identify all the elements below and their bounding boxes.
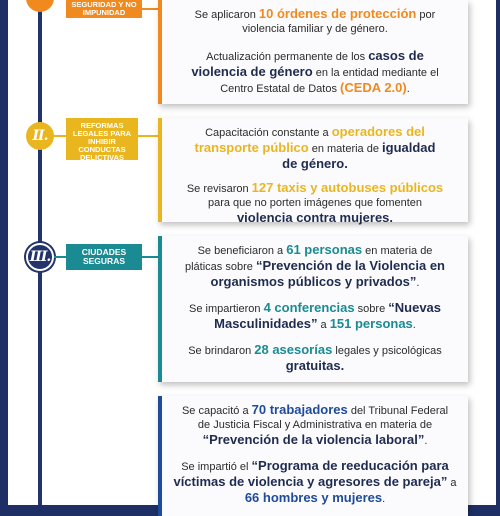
section-3-card — [158, 236, 468, 382]
section-1-paragraph-2: Actualización permanente de los casos de violencia de género en la entidad mediante el Centro Estatal de Datos (CEDA 2.0). — [191, 48, 439, 95]
section-3-paragraph-2: Se impartieron 4 conferencias sobre “Nuevas Masculinidades” a 151 personas. — [188, 300, 442, 331]
section-2-card — [158, 118, 468, 225]
section-3-paragraph-3: Se brindaron 28 asesorías legales y psicológicas gratuitas. — [188, 342, 442, 373]
section-3-tag: CIUDADES SEGURAS — [66, 244, 142, 270]
section-2-paragraph-1: Capacitación constante a operadores del transporte público en materia de igualdad de género. — [194, 124, 436, 171]
section-4-paragraph-2: Se impartió el “Programa de reeducación para víctimas de violencia y agresores de pareja” a 66 hombres y mujeres. — [173, 458, 457, 505]
section-4-paragraph-1: Se capacitó a 70 trabajadores del Tribunal Federal de Justicia Fiscal y Administrativa en materia de “Prevención de la violencia laboral”. — [181, 402, 449, 447]
section-3-connector — [54, 256, 66, 258]
section-1-tag: SEGURIDAD Y NO IMPUNIDAD — [66, 0, 142, 18]
section-1-card — [158, 0, 468, 104]
section-2-tag-line — [138, 135, 158, 137]
section-1-paragraph-1: Se aplicaron 10 órdenes de protección por violencia familiar y de género. — [194, 6, 436, 35]
section-4-card — [158, 396, 468, 516]
section-1-tag-line — [142, 8, 158, 10]
section-3-numeral-marker: III. — [26, 243, 54, 271]
section-2-connector — [54, 135, 66, 137]
section-2-paragraph-2: Se revisaron 127 taxis y autobuses públicos para que no porten imágenes que fomenten violencia contra mujeres. — [186, 180, 444, 225]
section-3-paragraph-1: Se beneficiaron a 61 personas en materia de pláticas sobre “Prevención de la Violencia en organismos públicos y privados”. — [185, 242, 445, 289]
section-2-numeral-marker: II. — [26, 122, 54, 150]
section-3-tag-line — [142, 256, 158, 258]
section-2-tag: REFORMAS LEGALES PARA INHIBIR CONDUCTAS DELICTIVAS — [66, 118, 138, 160]
